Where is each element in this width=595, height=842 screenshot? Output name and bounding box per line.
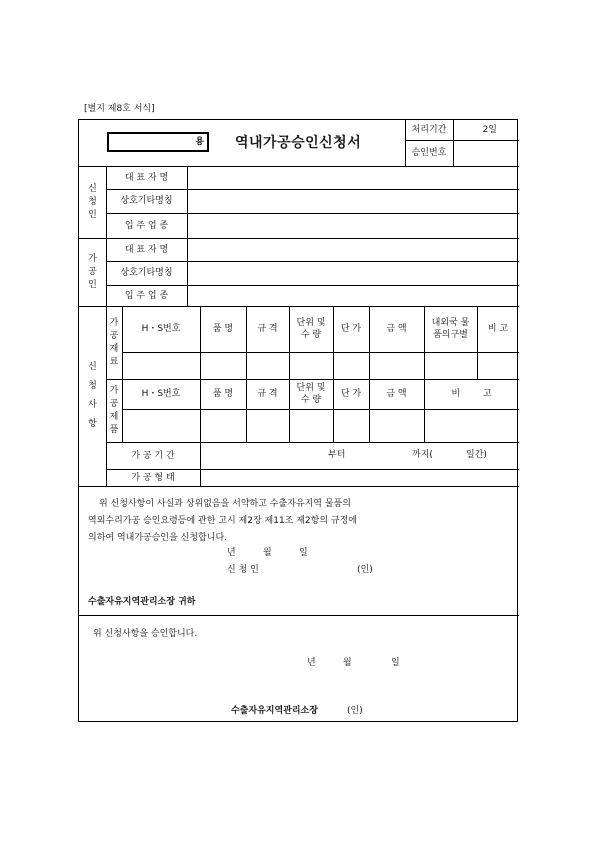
declaration-seal: (인) (357, 565, 373, 575)
section-char: 청 (88, 196, 97, 207)
items-section-label (79, 306, 106, 486)
products-spec-header: 규 격 (257, 389, 278, 399)
processing-type-label: 가 공 형 태 (131, 472, 175, 483)
processing-period-label: 처리기간 (411, 125, 447, 135)
section-char: 청 (88, 381, 97, 391)
period-from-text: 부터 (328, 450, 346, 460)
section-char: 사 (88, 400, 97, 410)
materials-origin-header: 내외국 물 품의구별 (431, 318, 470, 340)
materials-char: 재 (109, 343, 119, 354)
section-char: 항 (88, 419, 97, 429)
declaration-line-1: 위 신청사항이 사실과 상위없음을 서약하고 수출자유지역 물품의 (99, 499, 351, 509)
applicant-representative-label: 대 표 자 명 (124, 172, 169, 183)
section-char: 신 (88, 362, 97, 372)
products-hs-header: H・S번호 (141, 389, 181, 399)
approval-day: 일 (391, 658, 400, 668)
processor-section-label (79, 238, 106, 306)
declaration-addressee: 수출자유지역관리소장 귀하 (88, 597, 196, 607)
declaration-month: 월 (263, 548, 272, 558)
processor-representative-label: 대 표 자 명 (124, 244, 169, 255)
approval-seal: (인) (347, 706, 363, 716)
period-to-text: 까지( (412, 450, 433, 460)
products-remarks-header: 비 고 (451, 389, 492, 399)
products-price-header: 단 가 (340, 389, 362, 399)
products-char: 가 (109, 385, 119, 396)
approval-year: 년 (307, 658, 316, 668)
declaration-line-3: 의하여 역내가공승인을 신청합니다. (88, 533, 227, 543)
section-char: 신 (88, 183, 97, 194)
products-name-header: 품 명 (212, 389, 234, 399)
application-form (78, 119, 518, 722)
divider (79, 486, 519, 487)
applicant-section-label (79, 166, 106, 238)
form-title: 역내가공승인신청서 (235, 135, 362, 151)
processing-period-row-label: 가 공 기 간 (131, 450, 175, 461)
usage-box[interactable]: 용 (107, 132, 209, 152)
approval-month: 월 (343, 658, 352, 668)
section-char: 공 (88, 266, 97, 277)
materials-char: 가 (109, 317, 119, 328)
materials-label (106, 306, 122, 379)
materials-qty-header: 단위 및 수 량 (296, 318, 326, 340)
period-days-text: 일간) (466, 450, 487, 460)
declaration-applicant-label: 신 청 인 (227, 565, 259, 575)
approval-signer: 수출자유지역관리소장 (231, 706, 318, 716)
section-char: 인 (88, 279, 97, 290)
form-number-label: [별지 제8호 서식] (84, 104, 155, 114)
materials-spec-header: 규 격 (257, 324, 278, 334)
section-char: 인 (88, 209, 97, 220)
materials-remarks-header: 비 고 (487, 324, 509, 334)
materials-name-header: 품 명 (212, 324, 234, 334)
applicant-representative-field[interactable] (187, 166, 519, 189)
processor-company-field[interactable] (187, 261, 519, 285)
applicant-company-field[interactable] (187, 189, 519, 213)
products-data-row[interactable] (122, 409, 519, 442)
materials-hs-header: H・S번호 (141, 324, 181, 334)
processor-representative-field[interactable] (187, 238, 519, 261)
section-char: 가 (88, 253, 97, 264)
processor-business-label: 입 주 업 종 (124, 290, 169, 301)
applicant-business-field[interactable] (187, 213, 519, 238)
divider (79, 615, 519, 616)
materials-price-header: 단 가 (340, 324, 362, 334)
products-char: 품 (109, 424, 119, 435)
processor-business-field[interactable] (187, 285, 519, 306)
processor-company-label: 상호기타명칭 (120, 268, 173, 278)
products-amount-header: 금 액 (386, 389, 407, 399)
materials-char: 공 (109, 330, 119, 341)
processing-period-value: 2일 (482, 125, 497, 135)
declaration-day: 일 (299, 548, 308, 558)
declaration-line-2: 역외수리가공 승인요령등에 관한 고시 제2장 제11조 제2항의 규정에 (88, 516, 357, 526)
products-qty-header: 단위 및 수 량 (296, 383, 326, 405)
products-char: 공 (109, 398, 119, 409)
applicant-business-label: 입 주 업 종 (124, 220, 169, 231)
approval-number-field[interactable] (453, 140, 519, 166)
declaration-year: 년 (227, 548, 236, 558)
approval-number-label: 승인번호 (411, 148, 447, 158)
applicant-company-label: 상호기타명칭 (120, 196, 173, 206)
approval-text: 위 신청사항을 승인합니다. (93, 629, 198, 639)
processing-type-field[interactable] (200, 469, 519, 486)
materials-data-row[interactable] (122, 352, 519, 379)
materials-amount-header: 금 액 (386, 324, 407, 334)
products-label (106, 379, 122, 442)
products-char: 제 (109, 411, 119, 422)
materials-char: 료 (109, 356, 119, 367)
processing-period-field[interactable] (200, 442, 519, 469)
